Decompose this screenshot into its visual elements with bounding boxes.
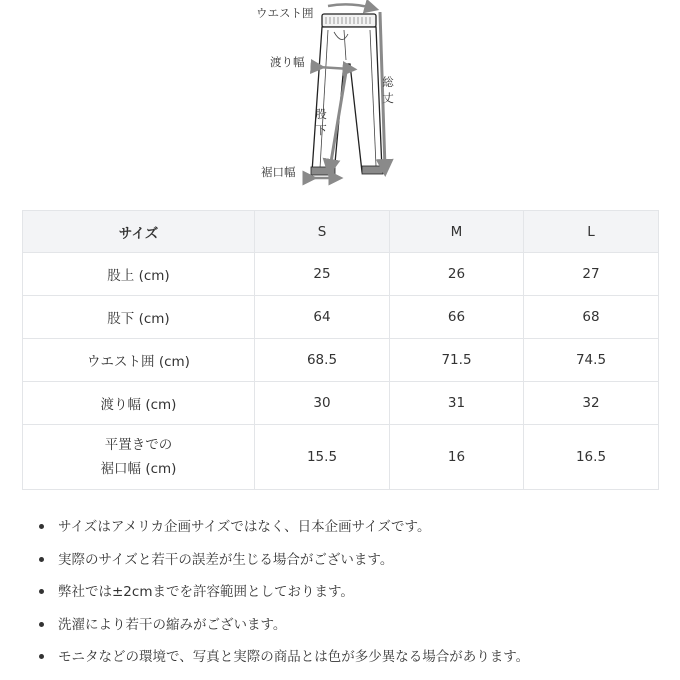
row-label: 渡り幅 (cm) bbox=[23, 382, 255, 425]
table-cell: 15.5 bbox=[255, 425, 390, 490]
table-cell: 66 bbox=[390, 296, 524, 339]
table-cell: 64 bbox=[255, 296, 390, 339]
list-item: 洗濯により若干の縮みがございます。 bbox=[36, 612, 529, 645]
table-cell: 71.5 bbox=[390, 339, 524, 382]
header-cell-m: M bbox=[390, 211, 524, 253]
row-label: ウエスト囲 (cm) bbox=[23, 339, 255, 382]
list-item: 弊社では±2cmまでを許容範囲としております。 bbox=[36, 579, 529, 612]
row-label: 股下 (cm) bbox=[23, 296, 255, 339]
table-cell: 16 bbox=[390, 425, 524, 490]
size-table bbox=[22, 210, 659, 490]
pants-illustration bbox=[240, 0, 440, 190]
length-label: 総丈 bbox=[382, 75, 394, 105]
table-cell: 30 bbox=[255, 382, 390, 425]
header-cell-s: S bbox=[255, 211, 390, 253]
notes-list bbox=[36, 514, 529, 677]
row-label-line: 裾口幅 (cm) bbox=[100, 461, 177, 477]
waist-label: ウエスト囲 bbox=[256, 6, 314, 20]
table-cell: 31 bbox=[390, 382, 524, 425]
table-cell: 27 bbox=[524, 253, 659, 296]
table-row bbox=[23, 296, 659, 339]
waist-arrow bbox=[328, 4, 372, 8]
row-label: 股上 (cm) bbox=[23, 253, 255, 296]
header-cell-size: サイズ bbox=[23, 211, 255, 253]
row-label bbox=[23, 425, 255, 490]
hem-label: 裾口幅 bbox=[261, 165, 296, 179]
pants-outline bbox=[312, 27, 382, 174]
row-label-line: 平置きでの bbox=[104, 437, 173, 453]
list-item: サイズはアメリカ企画サイズではなく、日本企画サイズです。 bbox=[36, 514, 529, 547]
table-cell: 26 bbox=[390, 253, 524, 296]
table-cell: 68 bbox=[524, 296, 659, 339]
list-item: モニタなどの環境で、写真と実際の商品とは色が多少異なる場合があります。 bbox=[36, 644, 529, 677]
header-cell-l: L bbox=[524, 211, 659, 253]
table-header-row bbox=[23, 211, 659, 253]
table-cell: 32 bbox=[524, 382, 659, 425]
table-row bbox=[23, 425, 659, 490]
list-item: 実際のサイズと若干の誤差が生じる場合がございます。 bbox=[36, 547, 529, 580]
pants-measurement-diagram bbox=[240, 0, 440, 190]
table-cell: 25 bbox=[255, 253, 390, 296]
table-cell: 68.5 bbox=[255, 339, 390, 382]
table-row bbox=[23, 339, 659, 382]
inseam-label: 股下 bbox=[315, 107, 327, 137]
table-cell: 16.5 bbox=[524, 425, 659, 490]
table-cell: 74.5 bbox=[524, 339, 659, 382]
thigh-label: 渡り幅 bbox=[270, 55, 305, 69]
table-row bbox=[23, 382, 659, 425]
table-row bbox=[23, 253, 659, 296]
